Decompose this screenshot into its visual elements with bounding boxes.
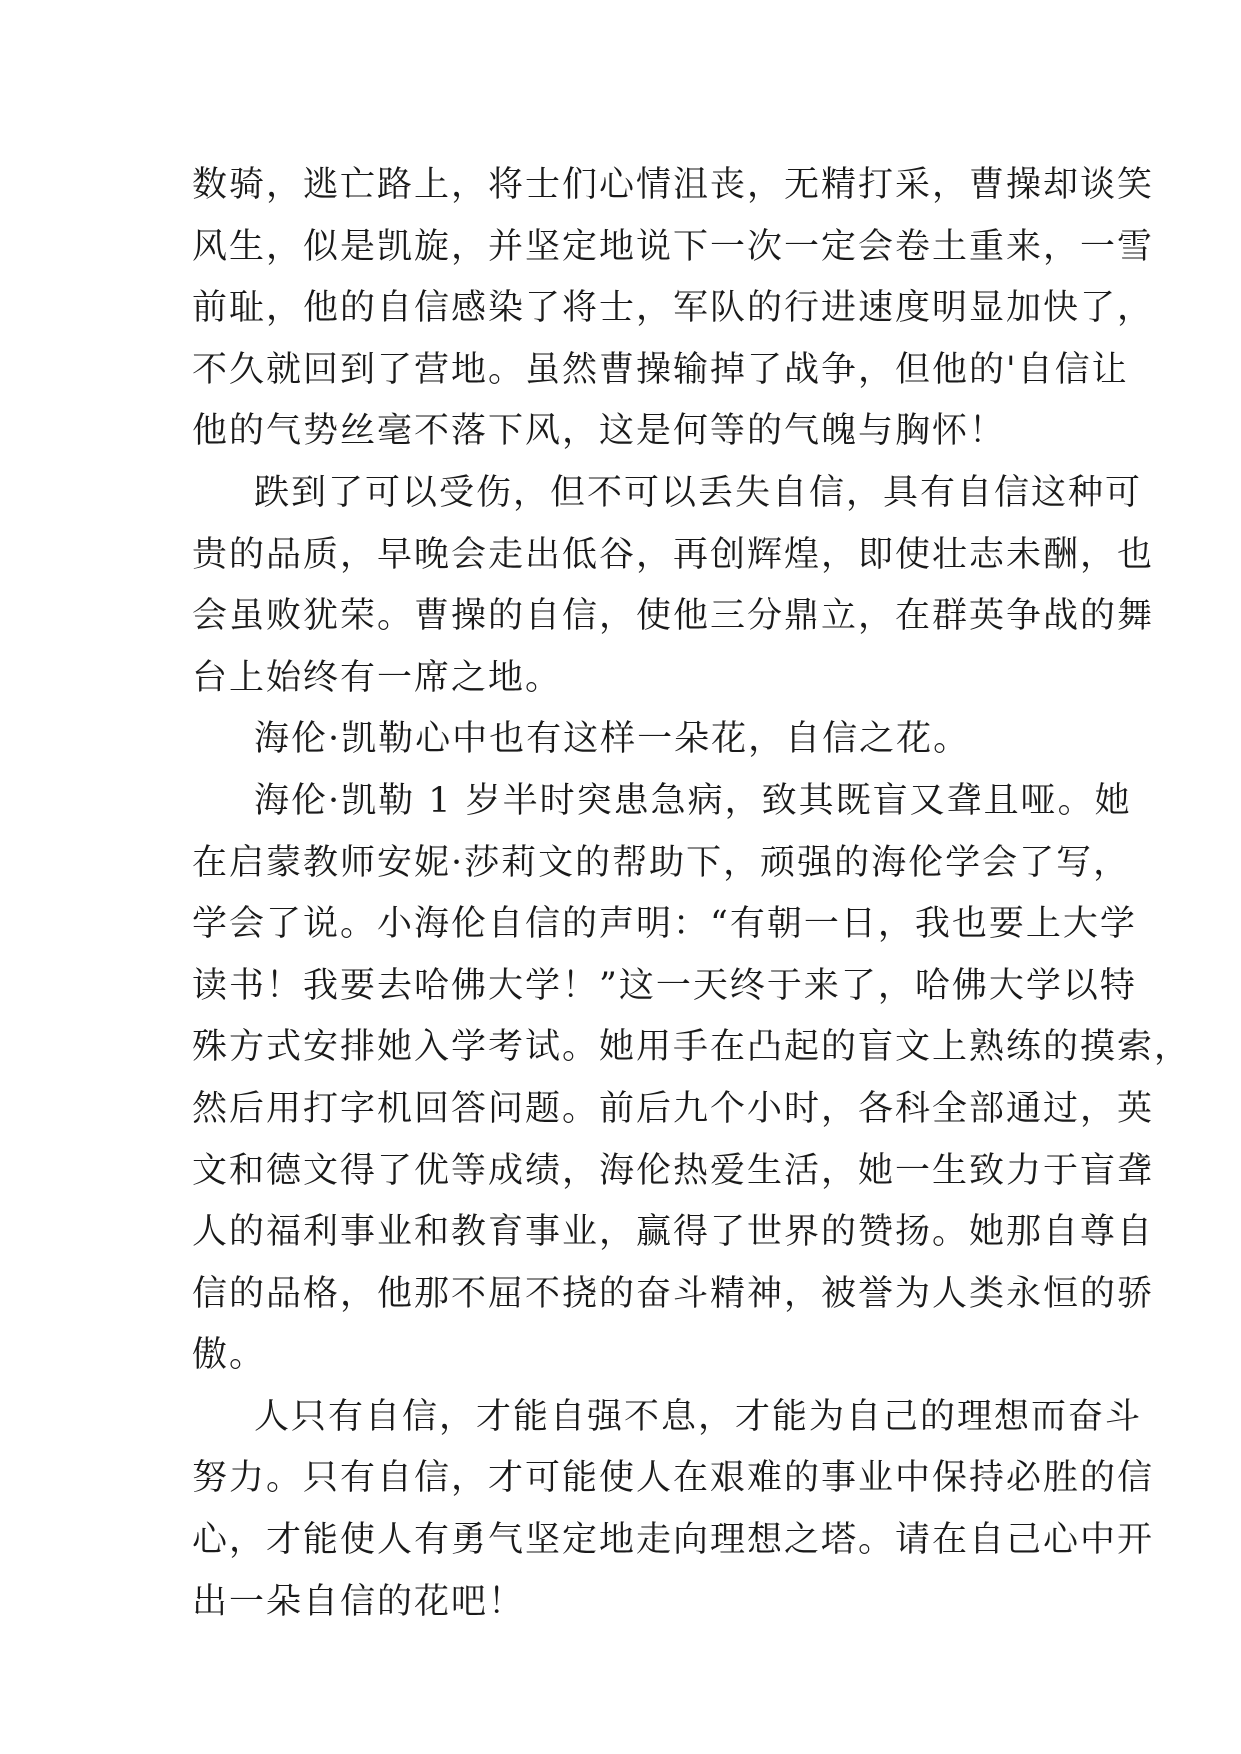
text-line: 文和德文得了优等成绩，海伦热爱生活，她一生致力于盲聋: [192, 1150, 1155, 1191]
text-line: 殊方式安排她入学考试。她用手在凸起的盲文上熟练的摸索，: [192, 1027, 1192, 1068]
paragraph-start-line: 海伦·凯勒心中也有这样一朵花，自信之花。: [254, 719, 971, 760]
text-line: 台上始终有一席之地。: [192, 657, 563, 698]
text-line: 前耻，他的自信感染了将士，军队的行进速度明显加快了，: [192, 288, 1155, 329]
text-line: 数骑，逃亡路上，将士们心情沮丧，无精打采，曹操却谈笑: [192, 165, 1155, 205]
document-body: [192, 155, 1192, 1633]
text-line: 出一朵自信的花吧！: [192, 1581, 526, 1622]
text-line: 学会了说。小海伦自信的声明：“有朝一日，我也要上大学: [192, 904, 1137, 945]
text-line: 读书！我要去哈佛大学！”这一天终于来了，哈佛大学以特: [192, 965, 1137, 1006]
text-line: 不久就回到了营地。虽然曹操输掉了战争，但他的'自信让: [192, 349, 1129, 390]
text-line: 贵的品质，早晚会走出低谷，再创辉煌，即使壮志未酬，也: [192, 534, 1155, 575]
text-line: 风生，似是凯旋，并坚定地说下一次一定会卷土重来，一雪: [192, 226, 1155, 267]
text-line: 人的福利事业和教育事业，赢得了世界的赞扬。她那自尊自: [192, 1212, 1155, 1253]
text-line: 会虽败犹荣。曹操的自信，使他三分鼎立，在群英争战的舞: [192, 596, 1155, 637]
text-line: 然后用打字机回答问题。前后九个小时，各科全部通过，英: [192, 1088, 1155, 1129]
paragraph-start-line: 海伦·凯勒 1 岁半时突患急病，致其既盲又聋且哑。她: [254, 780, 1132, 821]
paragraph-start-line: 人只有自信，才能自强不息，才能为自己的理想而奋斗: [254, 1396, 1143, 1437]
text-line: 在启蒙教师安妮·莎莉文的帮助下，顽强的海伦学会了写，: [192, 842, 1131, 883]
text-line: 傲。: [192, 1335, 267, 1376]
text-line: 信的品格，他那不屈不挠的奋斗精神，被誉为人类永恒的骄: [192, 1273, 1155, 1314]
text-line: 努力。只有自信，才可能使人在艰难的事业中保持必胜的信: [192, 1458, 1155, 1499]
paragraph-start-line: 跌到了可以受伤，但不可以丢失自信，具有自信这种可: [254, 472, 1143, 513]
text-line: 心，才能使人有勇气坚定地走向理想之塔。请在自己心中开: [192, 1520, 1155, 1561]
text-line: 他的气势丝毫不落下风，这是何等的气魄与胸怀！: [192, 411, 1007, 452]
